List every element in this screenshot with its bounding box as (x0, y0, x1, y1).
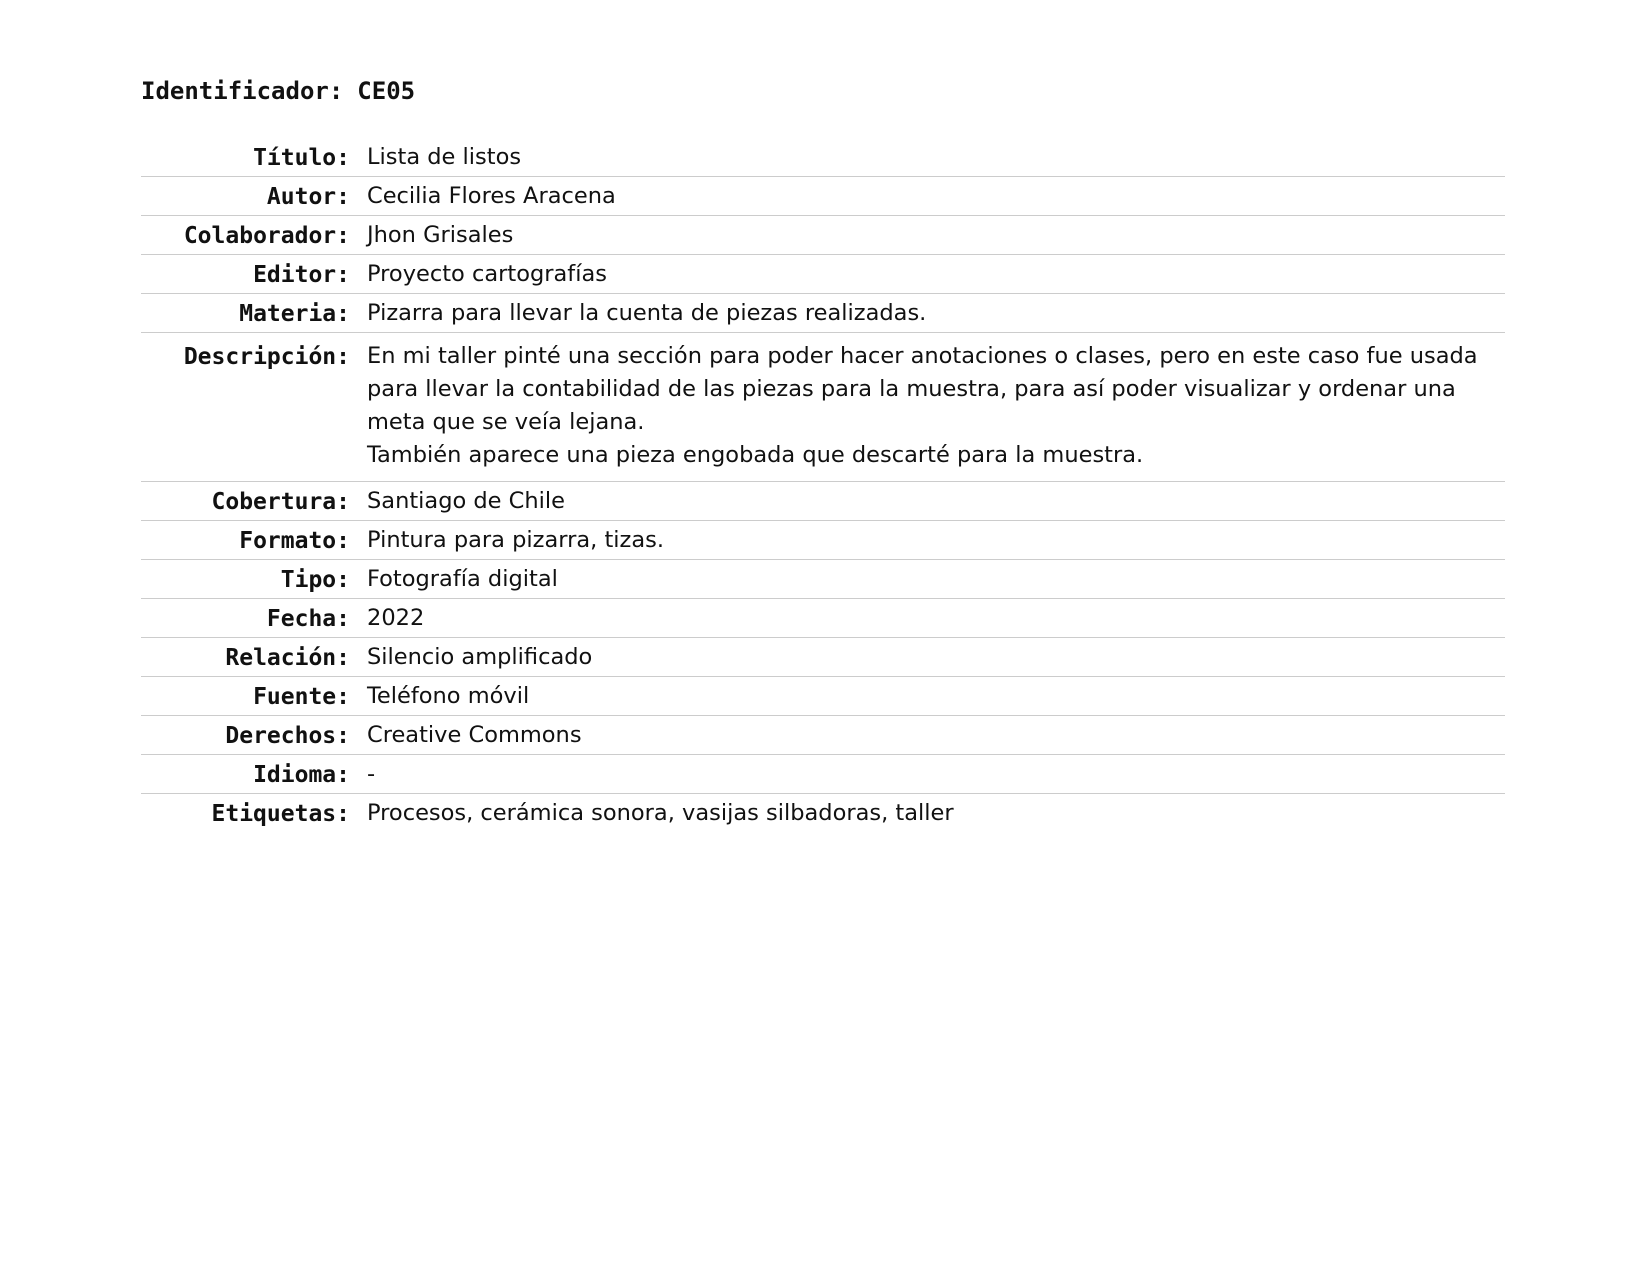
tipo-label: Tipo: (280, 567, 350, 593)
row-formato (141, 521, 1505, 560)
row-etiquetas (141, 794, 1505, 833)
idioma-value: - (367, 761, 376, 787)
identifier-label: Identificador: (141, 77, 344, 105)
row-materia (141, 294, 1505, 333)
cobertura-label: Cobertura: (211, 489, 350, 515)
row-descripcion (141, 333, 1505, 482)
tipo-value: Fotografía digital (367, 566, 558, 592)
row-fuente (141, 677, 1505, 716)
editor-value: Proyecto cartografías (367, 261, 607, 287)
descripcion-label: Descripción: (183, 344, 350, 370)
etiquetas-value: Procesos, cerámica sonora, vasijas silbadoras, taller (367, 800, 954, 826)
fecha-label: Fecha: (266, 606, 350, 632)
materia-value: Pizarra para llevar la cuenta de piezas realizadas. (367, 300, 927, 326)
identifier-value: CE05 (357, 77, 416, 105)
row-editor (141, 255, 1505, 294)
editor-label: Editor: (253, 262, 350, 288)
etiquetas-label: Etiquetas: (211, 801, 350, 827)
autor-value: Cecilia Flores Aracena (367, 183, 616, 209)
row-cobertura (141, 482, 1505, 521)
row-relacion (141, 638, 1505, 677)
materia-label: Materia: (239, 301, 350, 327)
fuente-label: Fuente: (253, 684, 350, 710)
derechos-value: Creative Commons (367, 722, 582, 748)
row-colaborador (141, 216, 1505, 255)
relacion-label: Relación: (225, 645, 350, 671)
row-idioma (141, 755, 1505, 794)
derechos-label: Derechos: (225, 723, 350, 749)
identifier-heading (141, 68, 1505, 114)
formato-value: Pintura para pizarra, tizas. (367, 527, 664, 553)
row-autor (141, 177, 1505, 216)
row-titulo (141, 138, 1505, 177)
descripcion-value (350, 339, 1505, 474)
titulo-label: Título: (253, 145, 350, 171)
metadata-sheet (141, 68, 1505, 833)
row-tipo (141, 560, 1505, 599)
autor-label: Autor: (266, 184, 350, 210)
fuente-value: Teléfono móvil (367, 683, 530, 709)
fecha-value: 2022 (367, 605, 425, 631)
row-derechos (141, 716, 1505, 755)
formato-label: Formato: (239, 528, 350, 554)
metadata-table (141, 138, 1505, 833)
descripcion-paragraph: También aparece una pieza engobada que descarté para la muestra. (367, 442, 1144, 468)
idioma-label: Idioma: (253, 762, 350, 788)
colaborador-label: Colaborador: (183, 223, 350, 249)
colaborador-value: Jhon Grisales (367, 222, 514, 248)
titulo-value: Lista de listos (367, 144, 522, 170)
cobertura-value: Santiago de Chile (367, 488, 565, 514)
descripcion-paragraph: En mi taller pinté una sección para poder hacer anotaciones o clases, pero en este caso fue usada para llevar la contabilidad de las piezas para la muestra, para así poder visualizar y ordenar una meta que se veía lejana. (367, 343, 1478, 435)
row-fecha (141, 599, 1505, 638)
relacion-value: Silencio amplificado (367, 644, 593, 670)
